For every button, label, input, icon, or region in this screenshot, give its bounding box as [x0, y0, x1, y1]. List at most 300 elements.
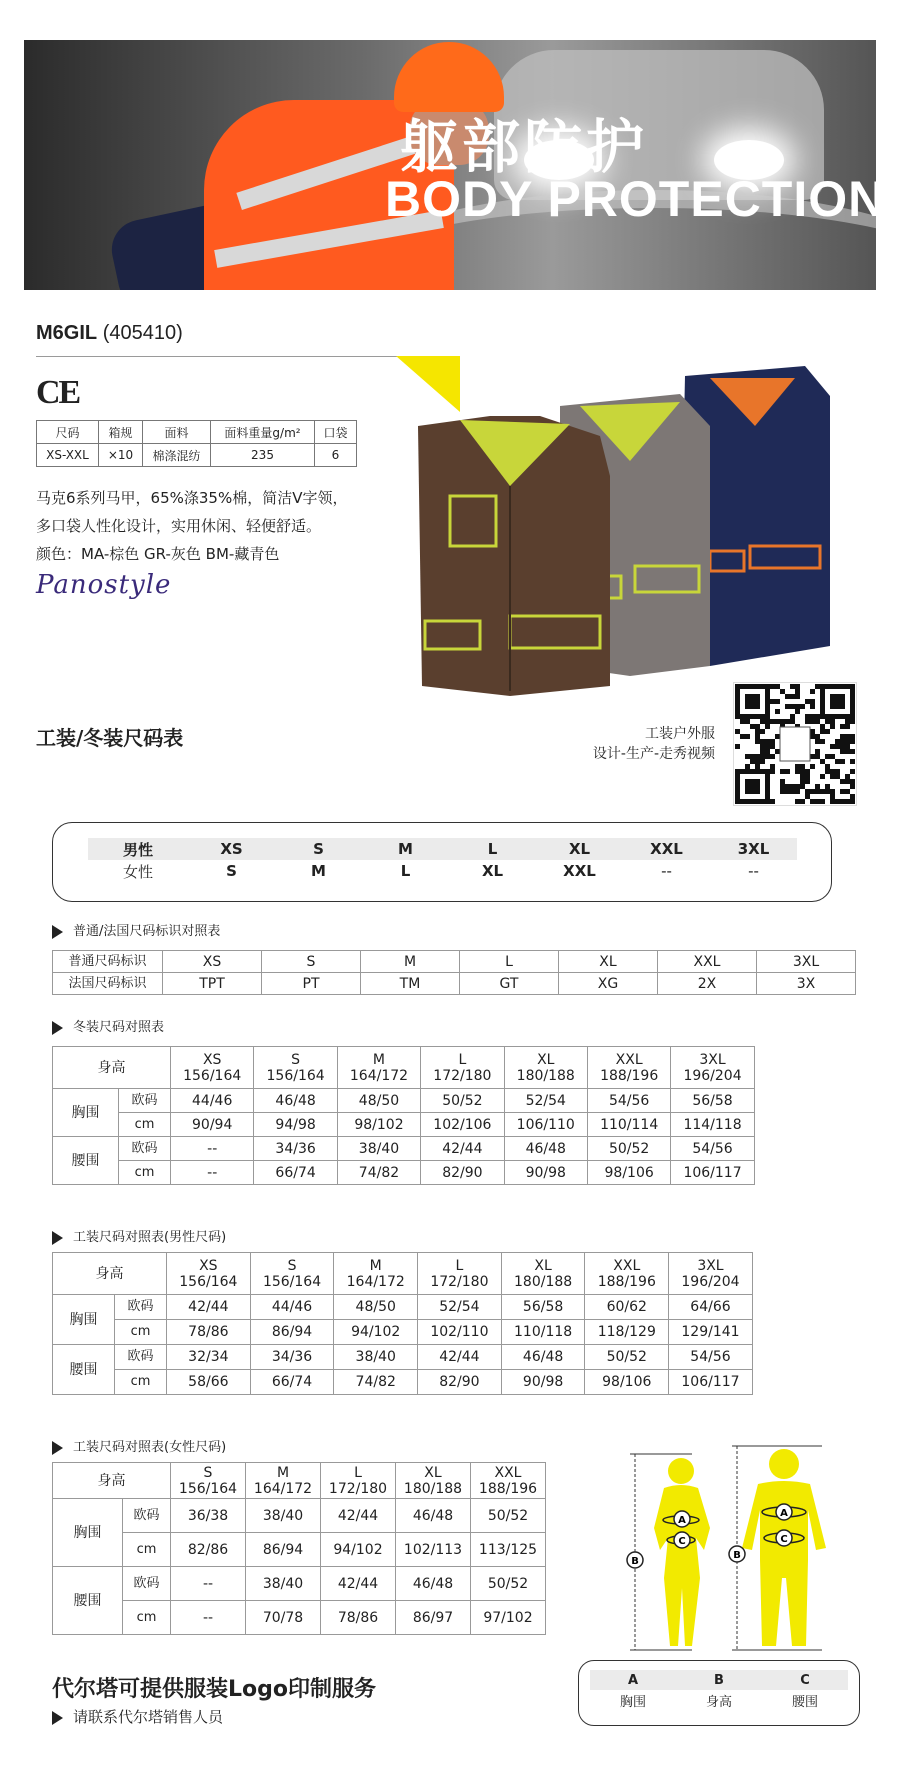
qr-module	[795, 764, 800, 769]
size-header	[246, 1463, 321, 1499]
size-value: 50/52	[471, 1567, 546, 1601]
qr-finder	[830, 694, 845, 709]
qr-module	[840, 744, 845, 749]
qr-module	[785, 719, 790, 724]
arrow-icon	[52, 1711, 63, 1725]
female-table-heading	[52, 1436, 226, 1455]
size-value: 56/58	[501, 1295, 585, 1320]
size-cell: S	[275, 838, 362, 860]
height-range: 156/164	[178, 1480, 238, 1497]
qr-module	[740, 719, 745, 724]
size-value: --	[171, 1601, 246, 1635]
qr-module	[750, 754, 755, 759]
size-value: 34/36	[254, 1137, 337, 1161]
size-code: S	[291, 1051, 301, 1068]
gender-size-grid	[88, 838, 797, 882]
qr-module	[845, 749, 850, 754]
qr-module	[835, 799, 840, 804]
size-code: M	[372, 1051, 386, 1068]
size-value: 32/34	[167, 1345, 251, 1370]
size-value: 44/46	[250, 1295, 334, 1320]
size-cell: S	[226, 862, 237, 880]
qr-module	[780, 784, 785, 789]
qr-module	[850, 769, 855, 774]
label-cell: 3X	[757, 973, 856, 995]
size-value: 44/46	[171, 1089, 254, 1113]
qr-module	[810, 729, 815, 734]
measure-label: 腰围	[53, 1137, 119, 1185]
waist-row	[53, 1567, 546, 1601]
spec-value: 6	[315, 444, 357, 467]
size-header	[587, 1047, 670, 1089]
size-value: 98/102	[337, 1113, 420, 1137]
qr-module	[775, 684, 780, 689]
height-range: 180/188	[403, 1480, 463, 1497]
qr-module	[815, 714, 820, 719]
qr-module	[830, 794, 835, 799]
legend-key: A	[590, 1670, 676, 1690]
size-cell: --	[661, 862, 672, 880]
height-range: 188/196	[600, 1067, 659, 1084]
size-cell: XXL	[563, 862, 596, 880]
banner-title-cn: 躯部防护	[400, 113, 649, 181]
spec-value: XS-XXL	[37, 444, 99, 467]
chest-row	[53, 1533, 546, 1567]
height-range: 156/164	[262, 1273, 322, 1290]
size-value: 114/118	[671, 1113, 754, 1137]
qr-module	[830, 719, 835, 724]
qr-module	[830, 789, 835, 794]
size-value: 46/48	[501, 1345, 585, 1370]
qr-module	[760, 749, 765, 754]
qr-module	[745, 734, 750, 739]
size-value: 46/48	[504, 1137, 587, 1161]
qr-module	[825, 719, 830, 724]
size-value: 70/78	[246, 1601, 321, 1635]
measure-label: 胸围	[53, 1295, 115, 1345]
size-value: 97/102	[471, 1601, 546, 1635]
qr-module	[805, 719, 810, 724]
waist-row	[53, 1345, 753, 1370]
size-header	[501, 1253, 585, 1295]
waist-row	[53, 1370, 753, 1395]
qr-caption	[570, 724, 715, 764]
size-value: 82/86	[171, 1533, 246, 1567]
spec-header: 尺码	[37, 421, 99, 444]
qr-module	[805, 714, 810, 719]
measure-label: 胸围	[53, 1089, 119, 1137]
size-value: 46/48	[396, 1567, 471, 1601]
size-header	[585, 1253, 669, 1295]
unit-label: 欧码	[119, 1137, 171, 1161]
qr-module	[795, 684, 800, 689]
size-value: 129/141	[669, 1320, 753, 1345]
size-header-row	[53, 1463, 546, 1499]
qr-module	[775, 749, 780, 754]
qr-caption-line: 设计-生产-走秀视频	[592, 746, 715, 762]
marker-c-label: C	[678, 1536, 686, 1547]
qr-module	[770, 684, 775, 689]
arrow-icon	[52, 1231, 63, 1245]
size-code: S	[203, 1464, 213, 1481]
qr-module	[810, 799, 815, 804]
measure-label: 腰围	[53, 1345, 115, 1395]
size-cell: --	[748, 862, 759, 880]
qr-module	[830, 774, 835, 779]
size-value: --	[171, 1137, 254, 1161]
qr-module	[845, 744, 850, 749]
female-size-table	[52, 1462, 546, 1635]
qr-module	[845, 739, 850, 744]
qr-module	[745, 764, 750, 769]
unit-label: cm	[119, 1113, 171, 1137]
qr-module	[745, 719, 750, 724]
qr-module	[760, 754, 765, 759]
size-value: 34/36	[250, 1345, 334, 1370]
height-label: 身高	[53, 1047, 171, 1089]
legend-label-row	[590, 1690, 848, 1710]
size-cell: XS	[188, 838, 275, 860]
size-header	[421, 1047, 504, 1089]
size-code: XXL	[615, 1051, 643, 1068]
vest-brown	[418, 416, 610, 696]
size-value: 54/56	[587, 1089, 670, 1113]
label-table-title: 普通/法国尺码标识对照表	[73, 924, 221, 939]
size-cell: XL	[536, 838, 623, 860]
qr-module	[820, 759, 825, 764]
spec-header: 面料重量g/m²	[211, 421, 315, 444]
unit-label: cm	[123, 1601, 171, 1635]
logo-service-title: 代尔塔可提供服装Logo印制服务	[52, 1677, 376, 1702]
banner-title-en: BODY PROTECTION	[385, 171, 886, 227]
size-value: 110/118	[501, 1320, 585, 1345]
qr-module	[760, 739, 765, 744]
qr-module	[820, 789, 825, 794]
qr-module	[755, 739, 760, 744]
height-range: 172/180	[328, 1480, 388, 1497]
size-header	[321, 1463, 396, 1499]
unit-label: 欧码	[115, 1345, 167, 1370]
qr-module	[800, 779, 805, 784]
qr-module	[795, 704, 800, 709]
size-value: 66/74	[254, 1161, 337, 1185]
size-value: 50/52	[587, 1137, 670, 1161]
qr-module	[790, 789, 795, 794]
qr-module	[820, 739, 825, 744]
size-header	[254, 1047, 337, 1089]
qr-module	[790, 719, 795, 724]
qr-pattern	[734, 683, 856, 805]
female-figure	[630, 1454, 710, 1650]
marker-b-label: B	[631, 1556, 639, 1567]
size-code: M	[276, 1464, 290, 1481]
qr-caption-line: 工装户外服	[645, 726, 715, 742]
label-cell: XXL	[658, 951, 757, 973]
winter-table-title: 冬装尺码对照表	[73, 1020, 165, 1035]
qr-module	[825, 784, 830, 789]
legend-key: C	[762, 1670, 848, 1690]
size-value: 42/44	[418, 1345, 502, 1370]
qr-module	[770, 799, 775, 804]
size-header	[171, 1463, 246, 1499]
qr-module	[770, 769, 775, 774]
desc-line: 颜色：MA-棕色 GR-灰色 BM-藏青色	[36, 545, 280, 563]
qr-module	[845, 774, 850, 779]
label-row	[53, 951, 856, 973]
size-value: 102/113	[396, 1533, 471, 1567]
height-label: 身高	[53, 1253, 167, 1295]
qr-code-icon[interactable]	[733, 682, 857, 806]
qr-module	[785, 694, 790, 699]
qr-module	[765, 749, 770, 754]
qr-module	[840, 734, 845, 739]
qr-module	[820, 729, 825, 734]
marker-b-icon	[627, 1552, 643, 1568]
qr-module	[770, 754, 775, 759]
label-cell: PT	[262, 973, 361, 995]
winter-table-heading	[52, 1016, 164, 1035]
chest-row	[53, 1499, 546, 1533]
qr-module	[740, 734, 745, 739]
row-label: 法国尺码标识	[53, 973, 163, 995]
qr-module	[800, 774, 805, 779]
unit-label: cm	[123, 1533, 171, 1567]
spec-value: 235	[211, 444, 315, 467]
qr-finder	[745, 694, 760, 709]
qr-module	[815, 754, 820, 759]
qr-module	[825, 789, 830, 794]
unit-label: cm	[115, 1370, 167, 1395]
legend-key-row	[590, 1670, 848, 1690]
qr-module	[810, 789, 815, 794]
qr-module	[795, 689, 800, 694]
qr-module	[815, 734, 820, 739]
qr-module	[825, 764, 830, 769]
qr-module	[800, 799, 805, 804]
size-code: XS	[202, 1051, 222, 1068]
size-value: 46/48	[396, 1499, 471, 1533]
marker-a-icon	[776, 1504, 792, 1520]
qr-module	[815, 784, 820, 789]
height-range: 156/164	[179, 1273, 238, 1290]
qr-module	[810, 699, 815, 704]
qr-module	[815, 789, 820, 794]
legend-label: 胸围	[619, 1694, 646, 1710]
qr-module	[850, 759, 855, 764]
qr-module	[835, 759, 840, 764]
size-code: XL	[534, 1257, 552, 1274]
winter-size-table	[52, 1046, 755, 1185]
size-code: XS	[199, 1257, 218, 1274]
size-value: 52/54	[418, 1295, 502, 1320]
unit-label: cm	[119, 1161, 171, 1185]
qr-center-logo	[780, 727, 810, 761]
qr-module	[840, 759, 845, 764]
qr-module	[830, 769, 835, 774]
qr-module	[790, 784, 795, 789]
size-header	[167, 1253, 251, 1295]
size-code: 3XL	[699, 1051, 726, 1068]
qr-module	[845, 719, 850, 724]
qr-module	[755, 724, 760, 729]
size-header	[671, 1047, 754, 1089]
chest-row	[53, 1089, 755, 1113]
chest-row	[53, 1320, 753, 1345]
size-value: 46/48	[254, 1089, 337, 1113]
size-value: 50/52	[421, 1089, 504, 1113]
measure-label: 胸围	[53, 1499, 123, 1567]
measure-label: 腰围	[53, 1567, 123, 1635]
qr-module	[770, 739, 775, 744]
qr-module	[775, 719, 780, 724]
qr-module	[770, 699, 775, 704]
qr-module	[800, 704, 805, 709]
qr-module	[815, 749, 820, 754]
qr-module	[805, 789, 810, 794]
qr-module	[810, 704, 815, 709]
qr-module	[845, 799, 850, 804]
male-figure	[732, 1446, 826, 1650]
label-cell: 2X	[658, 973, 757, 995]
qr-module	[765, 754, 770, 759]
qr-module	[820, 724, 825, 729]
size-code: L	[354, 1464, 362, 1481]
qr-module	[850, 799, 855, 804]
qr-module	[770, 764, 775, 769]
qr-module	[790, 704, 795, 709]
qr-module	[795, 709, 800, 714]
waist-row	[53, 1161, 755, 1185]
qr-module	[830, 799, 835, 804]
qr-module	[780, 779, 785, 784]
unit-label: 欧码	[119, 1089, 171, 1113]
marker-a-label: A	[678, 1515, 686, 1526]
qr-module	[750, 724, 755, 729]
size-value: 38/40	[246, 1499, 321, 1533]
chest-row	[53, 1113, 755, 1137]
chest-row	[53, 1295, 753, 1320]
qr-module	[810, 714, 815, 719]
height-range: 172/180	[433, 1067, 492, 1084]
qr-module	[760, 729, 765, 734]
size-code: XXL	[494, 1464, 522, 1481]
qr-module	[775, 709, 780, 714]
qr-module	[735, 744, 740, 749]
qr-module	[815, 799, 820, 804]
size-value: 78/86	[167, 1320, 251, 1345]
label-cell: TPT	[163, 973, 262, 995]
size-value: 74/82	[334, 1370, 418, 1395]
legend-label: 腰围	[791, 1694, 818, 1710]
qr-module	[820, 799, 825, 804]
size-value: 60/62	[585, 1295, 669, 1320]
height-label: 身高	[53, 1463, 171, 1499]
arrow-icon	[52, 1441, 63, 1455]
size-value: 90/98	[501, 1370, 585, 1395]
qr-module	[850, 734, 855, 739]
qr-module	[770, 744, 775, 749]
unit-label: 欧码	[123, 1567, 171, 1601]
label-table-heading	[52, 920, 220, 939]
unit-label: cm	[115, 1320, 167, 1345]
qr-module	[795, 799, 800, 804]
height-range: 172/180	[430, 1273, 489, 1290]
size-code: XL	[537, 1051, 555, 1068]
size-code: XXL	[613, 1257, 641, 1274]
size-value: 102/106	[421, 1113, 504, 1137]
qr-module	[775, 734, 780, 739]
qr-module	[790, 714, 795, 719]
size-value: 102/110	[418, 1320, 502, 1345]
qr-module	[750, 759, 755, 764]
qr-finder	[745, 779, 760, 794]
qr-module	[755, 754, 760, 759]
qr-module	[840, 724, 845, 729]
qr-module	[850, 749, 855, 754]
size-value: 106/110	[504, 1113, 587, 1137]
model-number: M6GIL	[36, 322, 98, 344]
spec-header-row	[37, 421, 357, 444]
size-header	[337, 1047, 420, 1089]
marker-c-label: C	[780, 1534, 788, 1545]
size-code: M	[369, 1257, 382, 1274]
spec-value: 棉涤混纺	[143, 444, 211, 467]
qr-module	[795, 694, 800, 699]
label-cell: S	[262, 951, 361, 973]
size-value: 54/56	[671, 1137, 754, 1161]
size-value: 110/114	[587, 1113, 670, 1137]
size-value: 113/125	[471, 1533, 546, 1567]
qr-module	[755, 734, 760, 739]
size-header-row	[53, 1047, 755, 1089]
qr-module	[825, 769, 830, 774]
qr-module	[795, 789, 800, 794]
height-range: 164/172	[346, 1273, 405, 1290]
qr-module	[815, 719, 820, 724]
unit-label: 欧码	[123, 1499, 171, 1533]
size-cell: M	[311, 862, 326, 880]
size-value: 42/44	[321, 1499, 396, 1533]
qr-module	[845, 724, 850, 729]
body-measure-figures	[612, 1438, 882, 1654]
qr-module	[810, 764, 815, 769]
spec-header: 面料	[143, 421, 211, 444]
qr-module	[800, 769, 805, 774]
qr-module	[810, 734, 815, 739]
waist-row	[53, 1137, 755, 1161]
size-header	[504, 1047, 587, 1089]
size-value: --	[171, 1567, 246, 1601]
vest-illustration	[410, 366, 850, 696]
qr-module	[765, 739, 770, 744]
qr-module	[845, 734, 850, 739]
size-value: 82/90	[421, 1161, 504, 1185]
size-value: 90/94	[171, 1113, 254, 1137]
size-code: L	[455, 1257, 464, 1274]
qr-module	[815, 739, 820, 744]
label-cell: XS	[163, 951, 262, 973]
size-value: 86/97	[396, 1601, 471, 1635]
size-code: L	[458, 1051, 467, 1068]
spec-header: 口袋	[315, 421, 357, 444]
qr-module	[785, 784, 790, 789]
male-table-title: 工装尺码对照表(男性尺码)	[73, 1230, 227, 1245]
label-cell: M	[361, 951, 460, 973]
size-value: 48/50	[334, 1295, 418, 1320]
size-header	[171, 1047, 254, 1089]
label-cell: 3XL	[757, 951, 856, 973]
spec-value-row	[37, 444, 357, 467]
